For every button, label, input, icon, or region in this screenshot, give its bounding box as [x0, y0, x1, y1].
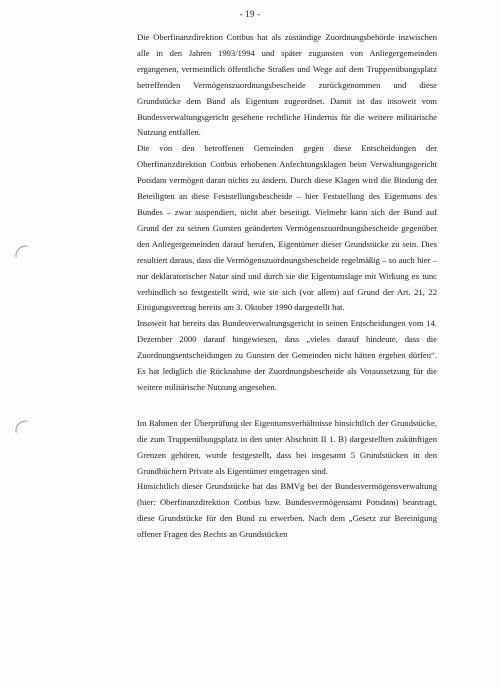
punch-hole-mark: [14, 245, 28, 257]
paragraph: Die von den betroffenen Gemeinden gegen diese Entscheidungen der Oberfinanzdirektion Cottbus erhobenen Anfechtungsklagen beim Verwaltungsgericht Potsdam vermögen daran nichts zu ändern. Durch diese Klagen wird die Bindung der Beteiligten an diese Feststellungsbescheide – hier Feststellung des Eigentums des Bundes – zwar suspendiert, nicht aber beseitigt. Vielmehr kann sich der Bund auf Grund der zu seinen Gunsten geänderten Vermögenszuordnungsbescheide gegenüber den Anliegergemeinden darauf berufen, Eigentümer dieser Grundstücke zu sein. Dies resultiert daraus, dass die Vermögenszuordnungsbescheide regelmäßig – so auch hier – nur deklaratorischer Natur sind und durch sie die Eigentumslage mit Wirkung ex tunc verbindlich so festgestellt wird, wie sie sich (vor allem) auf Grund der Art. 21, 22 Einigungsvertrag bereits am 3. Oktober 1990 dargestellt hat.: [137, 143, 437, 313]
body-text: [137, 30, 437, 543]
page-number: - 19 -: [239, 9, 261, 19]
paragraph: Insoweit hat bereits das Bundesverwaltungsgericht in seinen Entscheidungen vom 14. Dezember 2000 darauf hingewiesen, dass „vieles darauf hindeute, dass die Zuordnungsentscheidungen zu Gunsten der Gemeinden nicht hätten ergehen dürfen“. Es hat lediglich die Rücknahme der Zuordnungsbescheide als Voraussetzung für die weitere militärische Nutzung angesehen.: [137, 318, 437, 392]
paragraph: Die Oberfinanzdirektion Cottbus hat als zuständige Zuordnungsbehörde inzwischen alle in den Jahren 1993/1994 und später zugunsten von Anliegergemeinden ergangenen, vermeintlich öffentliche Straßen und Wege auf dem Truppenübungsplatz betreffenden Vermögenszuordnungsbescheide zurückgenommen und diese Grundstücke dem Bund als Eigentum zugeordnet. Damit ist das insoweit vom Bundesverwaltungsgericht gesehene rechtliche Hindernis für die weitere militärische Nutzung entfallen.: [137, 32, 437, 138]
punch-hole-mark: [14, 420, 28, 432]
paragraph: Hinsichtlich dieser Grundstücke hat das BMVg bei der Bundesvermögensverwaltung (hier: Oberfinanzdirektion Cottbus bzw. Bundesvermögensamt Potsdam) beantragt, diese Grundstücke für den Bund zu erwerben. Nach dem „Gesetz zur Bereinigung offener Fragen des Rechts an Grundstücken: [137, 481, 437, 540]
paragraph: Im Rahmen der Überprüfung der Eigentumsverhältnisse hinsichtlich der Grundstücke, die zum Truppenübungsplatz in den unter Abschnitt II 1. B) dargestellten zukünftigen Grenzen gehören, wurde festgestellt, dass bei insgesamt 5 Grundstücken in den Grundbüchern Private als Eigentümer eingetragen sind.: [137, 417, 437, 476]
